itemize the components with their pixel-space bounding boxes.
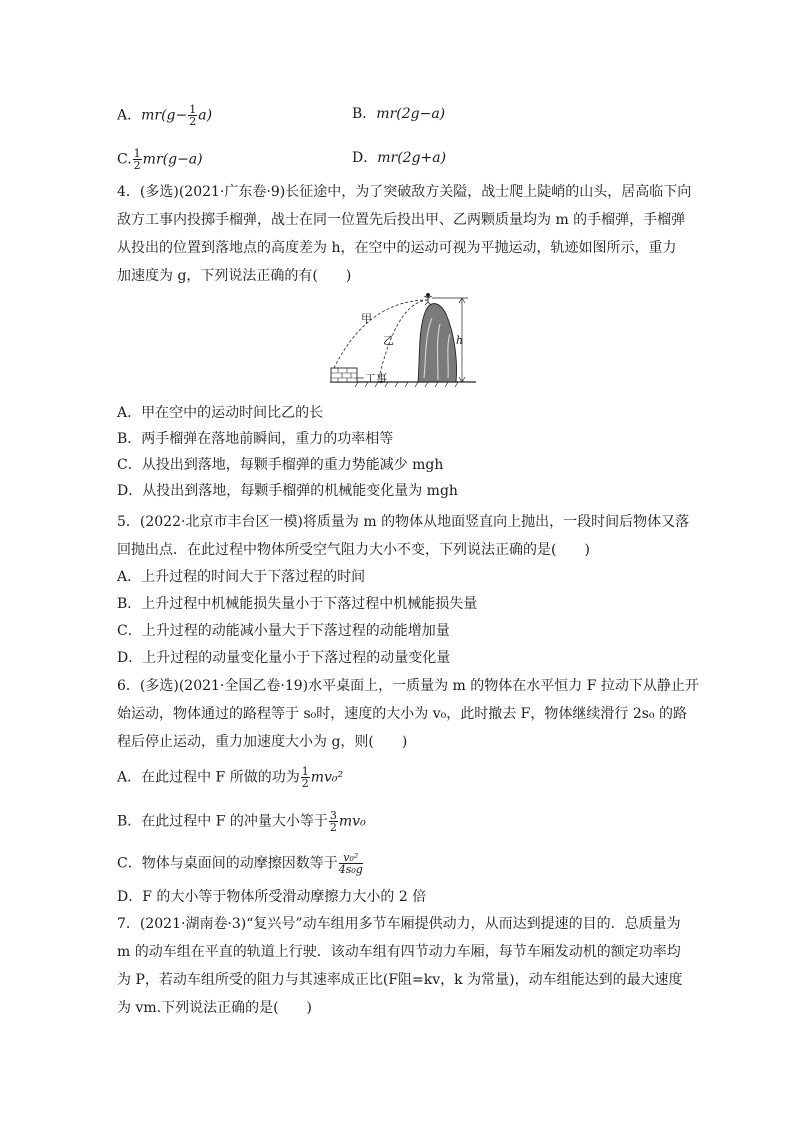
- q4-option-a: A．甲在空中的运动时间比乙的长: [117, 405, 324, 421]
- q6-option-c: C．物体与桌面间的动摩擦因数等于 $\frac{\text{v₀²}}{\text{4s₀g}}$: [117, 851, 363, 876]
- q4-option-c: C．从投出到落地，每颗手榴弹的重力势能减少 mgh: [117, 457, 444, 473]
- q5-option-a: A．上升过程的时间大于下落过程的时间: [117, 569, 366, 585]
- q7-stem-line2: m 的动车组在平直的轨道上行驶．该动车组有四节动力车厢，每节车厢发动机的额定功率均: [117, 944, 681, 960]
- q6-stem-line3: 程后停止运动，重力加速度大小为 g，则( ): [117, 734, 408, 750]
- q7-stem-line4: 为 vm.下列说法正确的是( ): [117, 1000, 313, 1016]
- mountain: [418, 304, 457, 382]
- label-jia: 甲: [361, 312, 372, 325]
- q5-option-c: C．上升过程的动能减小量大于下落过程的动能增加量: [117, 623, 450, 639]
- projectile-figure: [328, 288, 478, 396]
- q7-stem-line3: 为 P，若动车组所受的阻力与其速率成正比(F阻=kv，k 为常量)，动车组能达到的最大速度: [117, 972, 683, 988]
- q6-option-a: A．在此过程中 F 所做的功为 $\frac{1}{2}$ mv₀²: [117, 765, 344, 790]
- trajectory-jia: [334, 300, 428, 368]
- label-h: h: [456, 334, 464, 347]
- soldier-icon: [424, 293, 432, 305]
- q5-option-d: D．上升过程的动量变化量小于下落过程的动量变化量: [117, 650, 451, 666]
- q3-option-a: A．mr(g− $\frac{1}{2}$ a): [117, 103, 213, 128]
- q6-option-d: D．F 的大小等于物体所受滑动摩擦力大小的 2 倍: [117, 889, 427, 905]
- q5-option-b: B．上升过程中机械能损失量小于下落过程中机械能损失量: [117, 596, 478, 612]
- q5-stem-line1: 5．(2022·北京市丰台区一模)将质量为 m 的物体从地面竖直向上抛出，一段时间后物体又落: [117, 514, 690, 530]
- q3-option-d: D．mr(2g+a): [352, 150, 447, 166]
- q4-option-d: D．从投出到落地，每颗手榴弹的机械能变化量为 mgh: [117, 483, 458, 499]
- q4-option-b: B．两手榴弹在落地前瞬间，重力的功率相等: [117, 431, 394, 447]
- q4-stem-line4: 加速度为 g，下列说法正确的有( ): [117, 268, 352, 284]
- label-gongshi: 工事: [365, 372, 387, 385]
- q4-stem-line1: 4．(多选)(2021·广东卷·9)长征途中，为了突破敌方关隘，战士爬上陡峭的山头，居高临下向: [117, 184, 692, 200]
- q5-stem-line2: 回抛出点．在此过程中物体所受空气阻力大小不变，下列说法正确的是( ): [117, 542, 590, 558]
- q6-stem-line2: 始运动，物体通过的路程等于 s₀时，速度的大小为 v₀，此时撤去 F，物体继续滑行 2s₀ 的路: [117, 706, 687, 722]
- q6-stem-line1: 6．(多选)(2021·全国乙卷·19)水平桌面上，一质量为 m 的物体在水平恒力 F 拉动下从静止开: [117, 678, 699, 694]
- label-yi: 乙: [383, 334, 394, 347]
- q6-option-b: B．在此过程中 F 的冲量大小等于 $\frac{3}{2}$ mv₀: [117, 809, 366, 834]
- q4-stem-line2: 敌方工事内投掷手榴弹，战士在同一位置先后投出甲、乙两颗质量均为 m 的手榴弹，手榴弹: [117, 212, 686, 228]
- q3-option-b: B．mr(2g−a): [352, 106, 446, 122]
- q4-stem-line3: 从投出的位置到落地点的高度差为 h，在空中的运动可视为平抛运动，轨迹如图所示，重力: [117, 240, 677, 256]
- bunker: [331, 368, 357, 382]
- q7-stem-line1: 7．(2021·湖南卷·3)“复兴号”动车组用多节车厢提供动力，从而达到提速的目的．总质量为: [117, 916, 681, 932]
- q3-option-c: C. $\frac{1}{2}$ mr(g−a): [117, 147, 203, 172]
